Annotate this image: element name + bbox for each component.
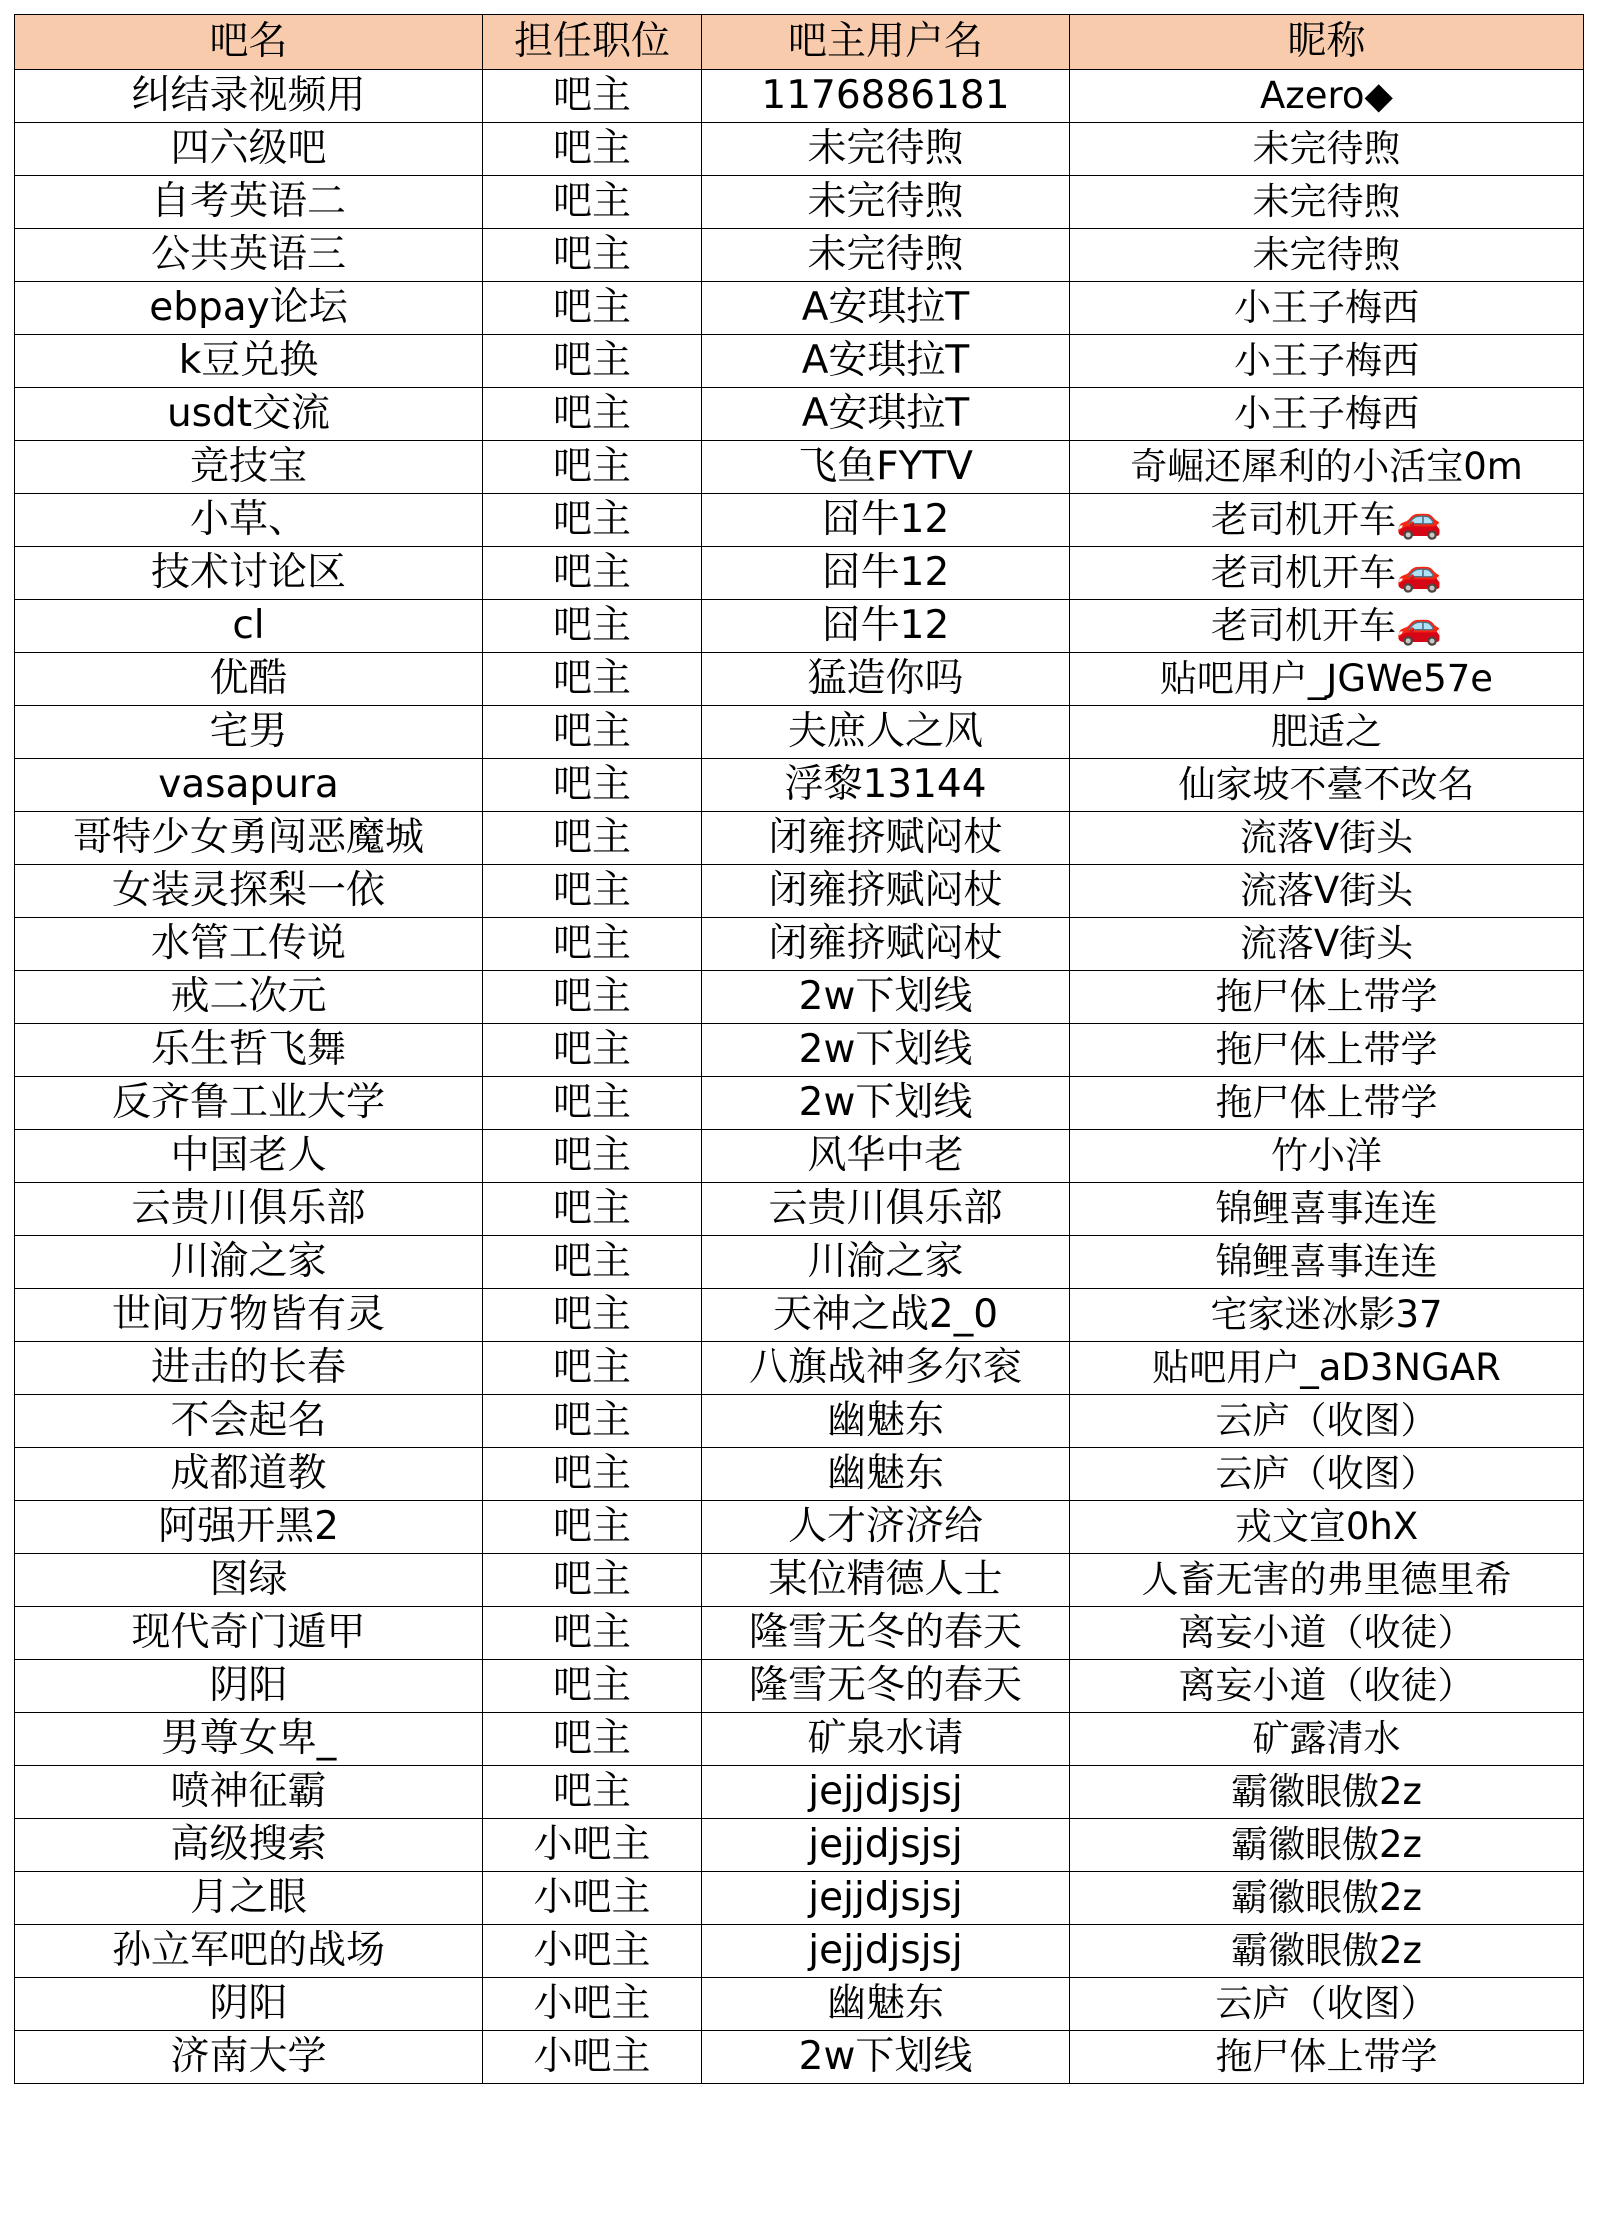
username-cell: 川渝之家 [702,1236,1070,1289]
username-cell: 2w下划线 [702,971,1070,1024]
username-cell: 2w下划线 [702,1077,1070,1130]
forum-name-cell: 现代奇门遁甲 [15,1607,483,1660]
table-row [15,1554,1584,1607]
forum-name-cell: 高级搜索 [15,1819,483,1872]
table-row [15,1448,1584,1501]
table-row [15,918,1584,971]
header-cell-position: 担任职位 [483,15,702,70]
username-cell: 人才济济给 [702,1501,1070,1554]
username-cell: 2w下划线 [702,2031,1070,2084]
forum-name-cell: 川渝之家 [15,1236,483,1289]
forum-name-cell: 进击的长春 [15,1342,483,1395]
username-cell: jejjdjsjsj [702,1872,1070,1925]
username-cell: 幽魅东 [702,1395,1070,1448]
position-cell: 吧主 [483,335,702,388]
table-row [15,1183,1584,1236]
forum-name-cell: 反齐鲁工业大学 [15,1077,483,1130]
nickname-cell: 霸徽眼傲2z [1070,1872,1584,1925]
nickname-cell: 仙家坡不臺不改名 [1070,759,1584,812]
table-row [15,600,1584,653]
username-cell: 2w下划线 [702,1024,1070,1077]
position-cell: 吧主 [483,1448,702,1501]
position-cell: 吧主 [483,759,702,812]
forum-name-cell: 不会起名 [15,1395,483,1448]
table-row [15,1236,1584,1289]
nickname-cell: 云庐（收图） [1070,1978,1584,2031]
username-cell: A安琪拉T [702,388,1070,441]
table-row [15,812,1584,865]
nickname-cell: 拖尸体上带学 [1070,2031,1584,2084]
nickname-cell: 锦鲤喜事连连 [1070,1236,1584,1289]
forum-name-cell: k豆兑换 [15,335,483,388]
header-cell-username: 吧主用户名 [702,15,1070,70]
username-cell: 囧牛12 [702,600,1070,653]
position-cell: 小吧主 [483,1978,702,2031]
nickname-cell: 云庐（收图） [1070,1395,1584,1448]
table-row [15,1395,1584,1448]
forum-name-cell: 男尊女卑_ [15,1713,483,1766]
forum-name-cell: 自考英语二 [15,176,483,229]
position-cell: 吧主 [483,1183,702,1236]
moderator-table [14,14,1584,2084]
position-cell: 吧主 [483,441,702,494]
nickname-cell: 宅家迷冰影37 [1070,1289,1584,1342]
forum-name-cell: 中国老人 [15,1130,483,1183]
nickname-cell: 离妄小道（收徒） [1070,1660,1584,1713]
forum-name-cell: 四六级吧 [15,123,483,176]
nickname-cell: 霸徽眼傲2z [1070,1819,1584,1872]
nickname-cell: 未完待煦 [1070,229,1584,282]
position-cell: 吧主 [483,971,702,1024]
table-row [15,1925,1584,1978]
table-row [15,1289,1584,1342]
position-cell: 吧主 [483,1077,702,1130]
table-row [15,1130,1584,1183]
username-cell: jejjdjsjsj [702,1819,1070,1872]
username-cell: 未完待煦 [702,176,1070,229]
username-cell: 闭雍挤赋闷杖 [702,865,1070,918]
table-row [15,706,1584,759]
forum-name-cell: 喷神征霸 [15,1766,483,1819]
position-cell: 吧主 [483,547,702,600]
position-cell: 吧主 [483,1554,702,1607]
nickname-cell: 奇崛还犀利的小活宝0m [1070,441,1584,494]
table-row [15,335,1584,388]
table-row [15,282,1584,335]
nickname-cell: 未完待煦 [1070,176,1584,229]
forum-name-cell: 济南大学 [15,2031,483,2084]
username-cell: 猛造你吗 [702,653,1070,706]
nickname-cell: 流落V街头 [1070,918,1584,971]
nickname-cell: 小王子梅西 [1070,388,1584,441]
username-cell: A安琪拉T [702,282,1070,335]
username-cell: 夫庶人之风 [702,706,1070,759]
table-row [15,70,1584,123]
position-cell: 吧主 [483,1130,702,1183]
forum-name-cell: 竞技宝 [15,441,483,494]
nickname-cell: 老司机开车🚗 [1070,547,1584,600]
position-cell: 小吧主 [483,1819,702,1872]
position-cell: 吧主 [483,706,702,759]
nickname-cell: 老司机开车🚗 [1070,494,1584,547]
forum-name-cell: 云贵川俱乐部 [15,1183,483,1236]
username-cell: 闭雍挤赋闷杖 [702,918,1070,971]
header-cell-forum-name: 吧名 [15,15,483,70]
nickname-cell: 肥适之 [1070,706,1584,759]
forum-name-cell: 月之眼 [15,1872,483,1925]
table-row [15,2031,1584,2084]
forum-name-cell: 戒二次元 [15,971,483,1024]
position-cell: 吧主 [483,70,702,123]
table-row [15,229,1584,282]
username-cell: 隆雪无冬的春天 [702,1607,1070,1660]
forum-name-cell: 优酷 [15,653,483,706]
position-cell: 吧主 [483,1766,702,1819]
table-row [15,759,1584,812]
username-cell: 矿泉水请 [702,1713,1070,1766]
forum-name-cell: 技术讨论区 [15,547,483,600]
position-cell: 吧主 [483,229,702,282]
position-cell: 吧主 [483,865,702,918]
nickname-cell: 矿露清水 [1070,1713,1584,1766]
position-cell: 小吧主 [483,1925,702,1978]
nickname-cell: 离妄小道（收徒） [1070,1607,1584,1660]
username-cell: 囧牛12 [702,547,1070,600]
nickname-cell: 贴吧用户_aD3NGAR [1070,1342,1584,1395]
forum-name-cell: 阴阳 [15,1660,483,1713]
forum-name-cell: vasapura [15,759,483,812]
username-cell: 隆雪无冬的春天 [702,1660,1070,1713]
table-row [15,176,1584,229]
table-row [15,441,1584,494]
username-cell: jejjdjsjsj [702,1925,1070,1978]
position-cell: 吧主 [483,1024,702,1077]
nickname-cell: 霸徽眼傲2z [1070,1766,1584,1819]
forum-name-cell: 小草、 [15,494,483,547]
table-row [15,1766,1584,1819]
username-cell: 未完待煦 [702,123,1070,176]
username-cell: 天神之战2_0 [702,1289,1070,1342]
nickname-cell: 人畜无害的弗里德里希 [1070,1554,1584,1607]
forum-name-cell: 女装灵探梨一依 [15,865,483,918]
username-cell: 某位精德人士 [702,1554,1070,1607]
username-cell: 囧牛12 [702,494,1070,547]
username-cell: 八旗战神多尔衮 [702,1342,1070,1395]
position-cell: 吧主 [483,494,702,547]
nickname-cell: 小王子梅西 [1070,282,1584,335]
position-cell: 吧主 [483,1342,702,1395]
position-cell: 吧主 [483,1289,702,1342]
nickname-cell: 未完待煦 [1070,123,1584,176]
nickname-cell: 小王子梅西 [1070,335,1584,388]
position-cell: 小吧主 [483,1872,702,1925]
username-cell: 幽魅东 [702,1978,1070,2031]
table-row [15,123,1584,176]
forum-name-cell: 孙立军吧的战场 [15,1925,483,1978]
position-cell: 吧主 [483,176,702,229]
table-row [15,1978,1584,2031]
username-cell: jejjdjsjsj [702,1766,1070,1819]
position-cell: 吧主 [483,1236,702,1289]
forum-name-cell: 乐生哲飞舞 [15,1024,483,1077]
table-row [15,1713,1584,1766]
username-cell: A安琪拉T [702,335,1070,388]
nickname-cell: 戎文宣0hX [1070,1501,1584,1554]
position-cell: 吧主 [483,1660,702,1713]
table-row [15,1660,1584,1713]
table-row [15,1501,1584,1554]
username-cell: 未完待煦 [702,229,1070,282]
nickname-cell: 拖尸体上带学 [1070,1077,1584,1130]
table-row [15,1077,1584,1130]
table-row [15,1607,1584,1660]
nickname-cell: 云庐（收图） [1070,1448,1584,1501]
table-row [15,1024,1584,1077]
table-row [15,1342,1584,1395]
forum-name-cell: 水管工传说 [15,918,483,971]
forum-name-cell: usdt交流 [15,388,483,441]
username-cell: 闭雍挤赋闷杖 [702,812,1070,865]
forum-name-cell: 宅男 [15,706,483,759]
forum-name-cell: 阿强开黑2 [15,1501,483,1554]
table-header [15,15,1584,70]
table-row [15,547,1584,600]
table-body [15,70,1584,2084]
forum-name-cell: ebpay论坛 [15,282,483,335]
position-cell: 吧主 [483,812,702,865]
forum-name-cell: 图绿 [15,1554,483,1607]
forum-name-cell: 成都道教 [15,1448,483,1501]
table-row [15,1872,1584,1925]
position-cell: 吧主 [483,388,702,441]
forum-name-cell: 阴阳 [15,1978,483,2031]
table-row [15,865,1584,918]
nickname-cell: 锦鲤喜事连连 [1070,1183,1584,1236]
username-cell: 风华中老 [702,1130,1070,1183]
position-cell: 小吧主 [483,2031,702,2084]
nickname-cell: 流落V街头 [1070,812,1584,865]
nickname-cell: 贴吧用户_JGWe57e [1070,653,1584,706]
nickname-cell: Azero◆ [1070,70,1584,123]
nickname-cell: 老司机开车🚗 [1070,600,1584,653]
position-cell: 吧主 [483,1395,702,1448]
username-cell: 飞鱼FYTV [702,441,1070,494]
username-cell: 云贵川俱乐部 [702,1183,1070,1236]
position-cell: 吧主 [483,282,702,335]
table-row [15,1819,1584,1872]
username-cell: 幽魅东 [702,1448,1070,1501]
forum-name-cell: 世间万物皆有灵 [15,1289,483,1342]
position-cell: 吧主 [483,123,702,176]
position-cell: 吧主 [483,600,702,653]
table-row [15,971,1584,1024]
forum-name-cell: cl [15,600,483,653]
forum-name-cell: 公共英语三 [15,229,483,282]
nickname-cell: 竹小洋 [1070,1130,1584,1183]
nickname-cell: 流落V街头 [1070,865,1584,918]
position-cell: 吧主 [483,918,702,971]
username-cell: 1176886181 [702,70,1070,123]
nickname-cell: 拖尸体上带学 [1070,971,1584,1024]
position-cell: 吧主 [483,1607,702,1660]
header-cell-nickname: 昵称 [1070,15,1584,70]
nickname-cell: 拖尸体上带学 [1070,1024,1584,1077]
forum-name-cell: 哥特少女勇闯恶魔城 [15,812,483,865]
header-row [15,15,1584,70]
forum-name-cell: 纠结录视频用 [15,70,483,123]
nickname-cell: 霸徽眼傲2z [1070,1925,1584,1978]
table-row [15,494,1584,547]
position-cell: 吧主 [483,1713,702,1766]
table-row [15,388,1584,441]
username-cell: 浮黎13144 [702,759,1070,812]
position-cell: 吧主 [483,653,702,706]
table-row [15,653,1584,706]
position-cell: 吧主 [483,1501,702,1554]
